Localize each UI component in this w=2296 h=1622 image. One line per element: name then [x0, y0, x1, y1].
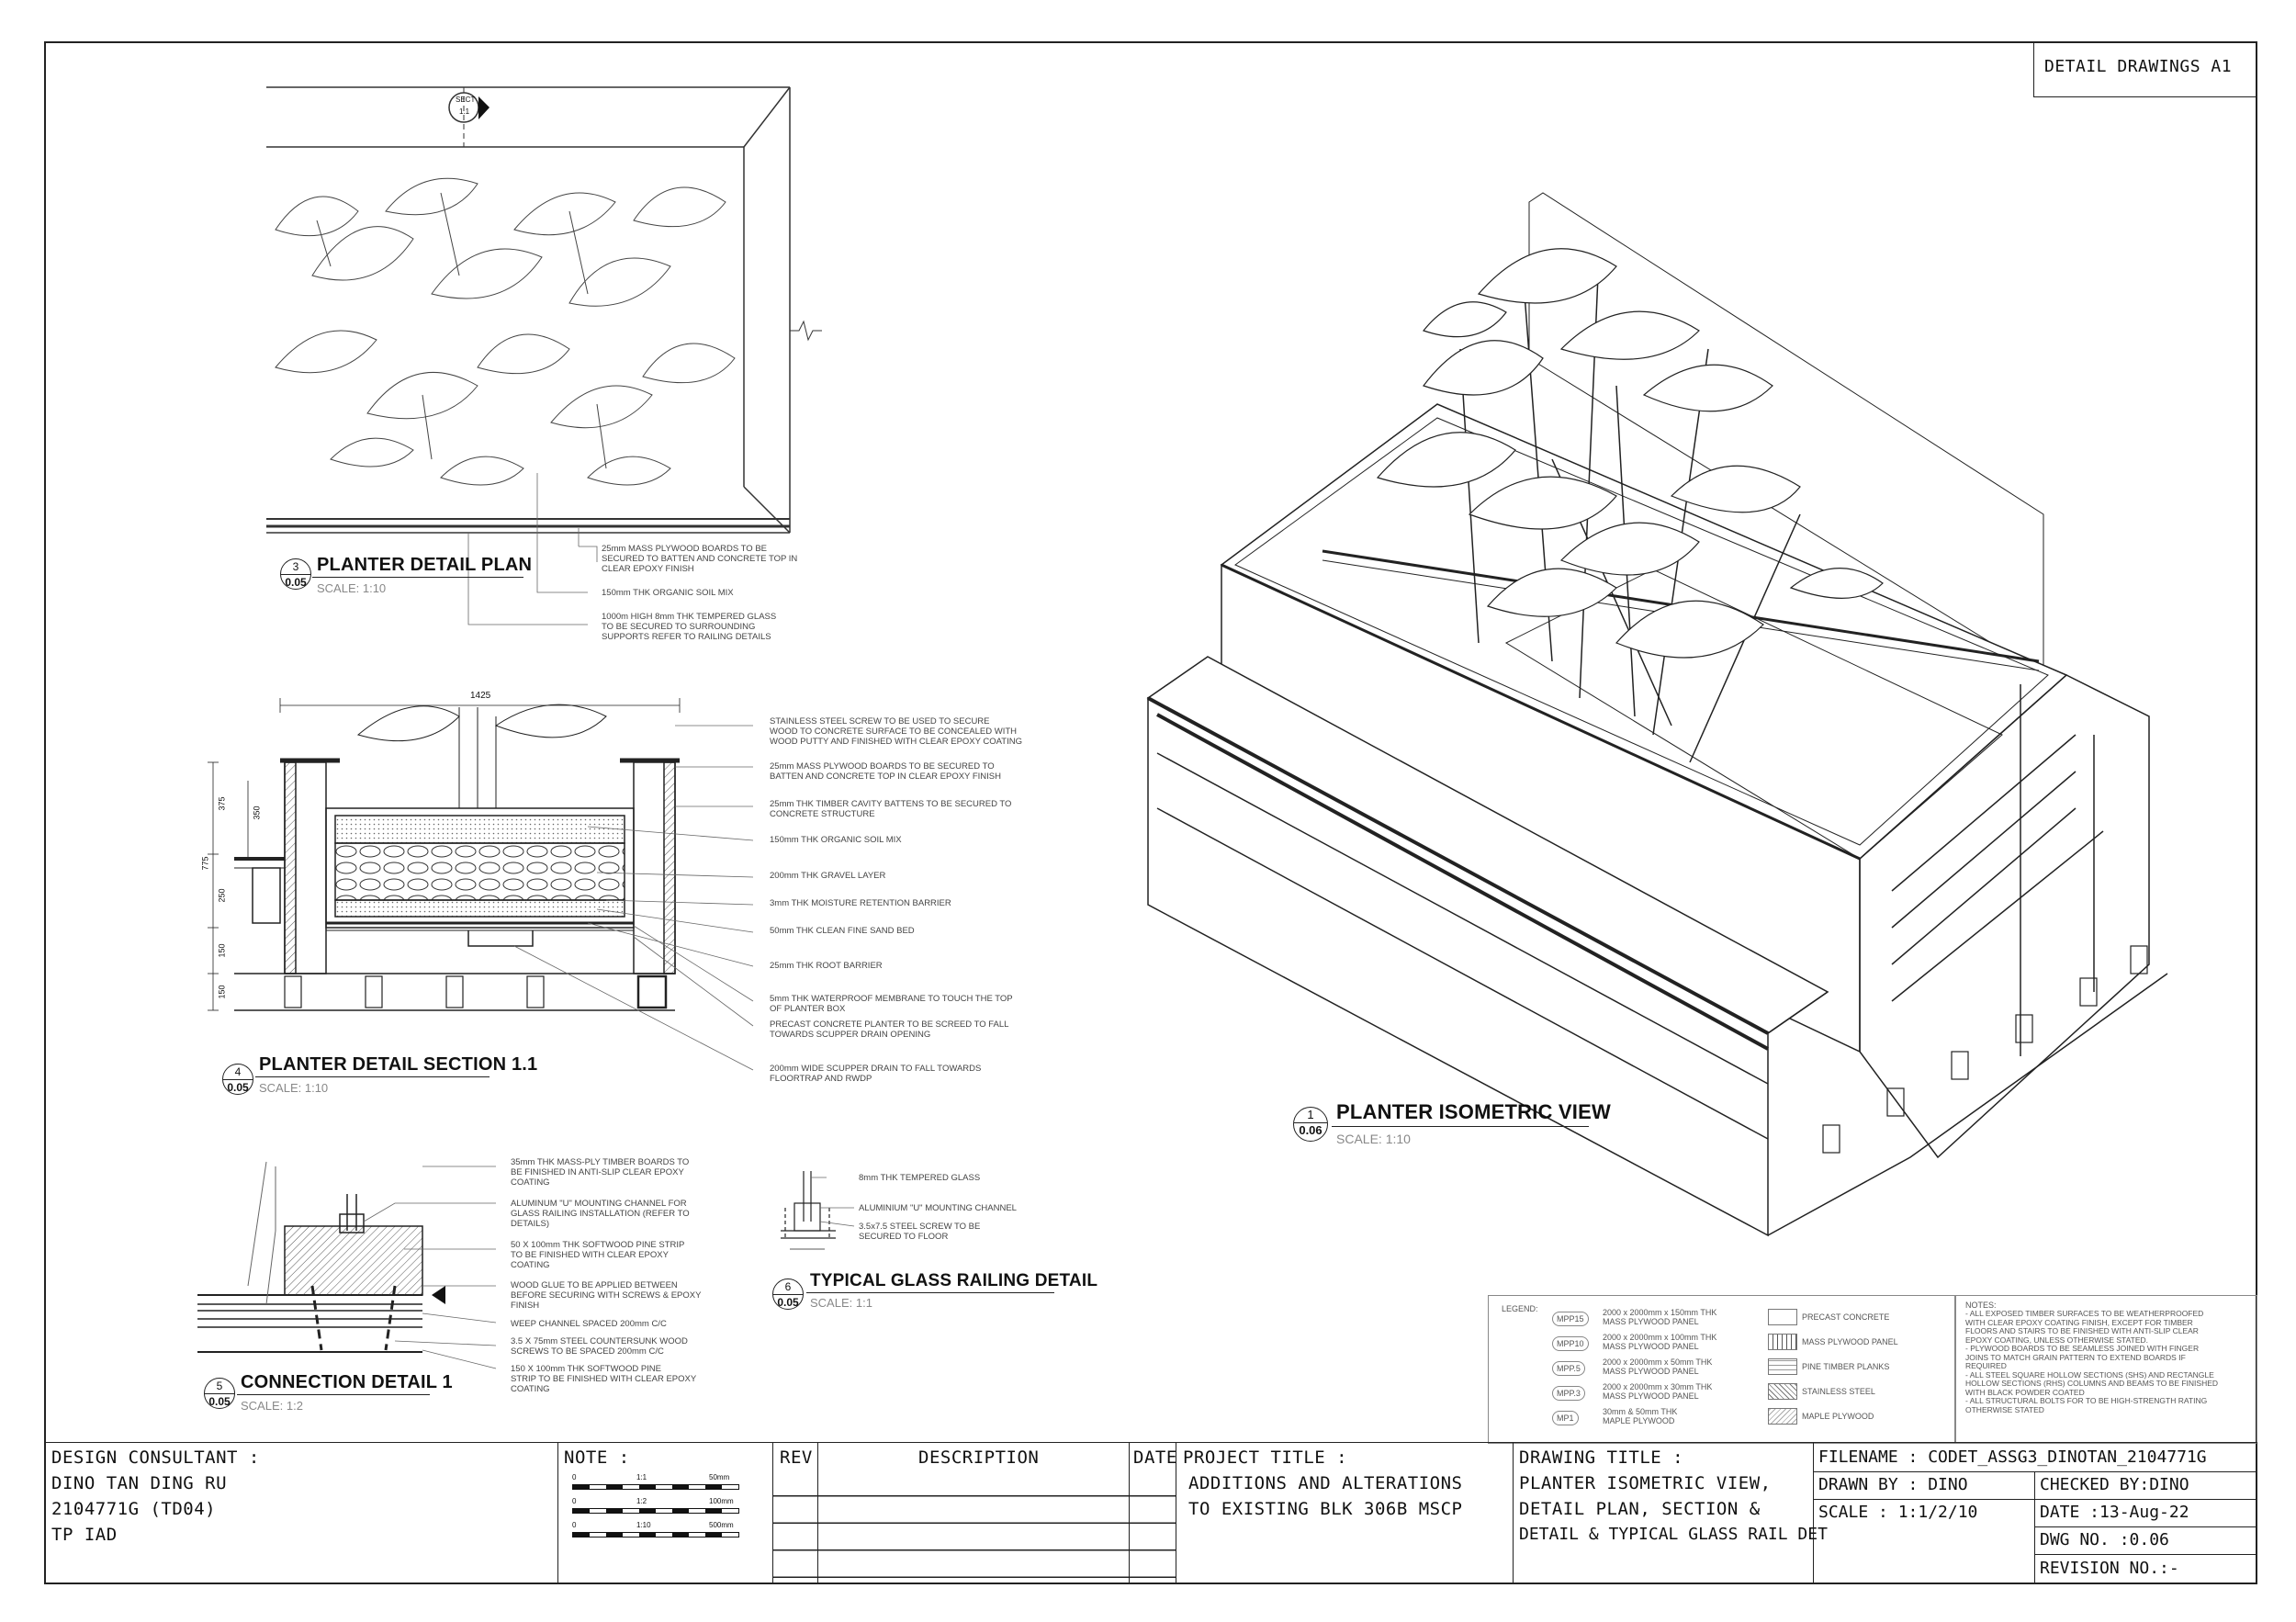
plan-title-underline — [312, 577, 523, 578]
connection-note-6: 3.5 X 75mm STEEL COUNTERSUNK WOOD SCREWS TO BE SPACED 200mm C/C — [511, 1336, 688, 1357]
isometric-drawing — [1148, 193, 2167, 1235]
connection-scale: SCALE: 1:2 — [241, 1399, 303, 1413]
section-dim-top: 1425 — [470, 691, 491, 701]
tb-consultant-line-3: TP IAD — [51, 1525, 118, 1545]
legend-heading: LEGEND: — [1502, 1304, 1538, 1313]
tb-project-line-2: TO EXISTING BLK 306B MSCP — [1188, 1499, 1463, 1519]
legend-text-3: 2000 x 2000mm x 50mm THK MASS PLYWOOD PANEL — [1603, 1357, 1713, 1376]
tb-consultant-line-2: 2104771G (TD04) — [51, 1499, 217, 1519]
section-note-11: 200mm WIDE SCUPPER DRAIN TO FALL TOWARDS FLOORTRAP AND RWDP — [770, 1064, 982, 1084]
railing-scale: SCALE: 1:1 — [810, 1296, 872, 1310]
iso-title: PLANTER ISOMETRIC VIEW — [1336, 1100, 1611, 1123]
section-note-10: PRECAST CONCRETE PLANTER TO BE SCREED TO FALL TOWARDS SCUPPER DRAIN OPENING — [770, 1019, 1009, 1040]
section-note-3: 25mm THK TIMBER CAVITY BATTENS TO BE SECURED TO CONCRETE STRUCTURE — [770, 799, 1012, 819]
railing-note-1: 8mm THK TEMPERED GLASS — [859, 1173, 981, 1183]
connection-note-2: ALUMINUM "U" MOUNTING CHANNEL FOR GLASS RAILING INSTALLATION (REFER TO DETAILS) — [511, 1199, 690, 1229]
scale-bar-2-start: 0 — [572, 1497, 577, 1505]
section-ref-bubble: 4 0.05 — [222, 1064, 253, 1095]
section-note-8: 25mm THK ROOT BARRIER — [770, 961, 883, 971]
tb-revision: REVISION NO.:- — [2040, 1559, 2179, 1578]
iso-title-underline — [1332, 1126, 1589, 1127]
tb-date-label: DATE — [1133, 1447, 1177, 1468]
tb-consultant-label: DESIGN CONSULTANT : — [51, 1447, 260, 1468]
scale-bar-1-end: 50mm — [709, 1473, 730, 1481]
section-title: PLANTER DETAIL SECTION 1.1 — [259, 1054, 538, 1075]
legend-code-2: MPP10 — [1552, 1336, 1589, 1351]
section-note-2: 25mm MASS PLYWOOD BOARDS TO BE SECURED TO BATTEN AND CONCRETE TOP IN CLEAR EPOXY FINISH — [770, 761, 1001, 782]
section-note-4: 150mm THK ORGANIC SOIL MIX — [770, 835, 902, 845]
tb-scale: SCALE : 1:1/2/10 — [1818, 1503, 1978, 1522]
railing-ref-bubble: 6 0.05 — [772, 1278, 804, 1310]
scale-bar-3-end: 500mm — [709, 1521, 734, 1529]
tb-consultant-line-1: DINO TAN DING RU — [51, 1473, 228, 1493]
tb-filename: FILENAME : CODET_ASSG3_DINOTAN_2104771G — [1818, 1447, 2207, 1467]
railing-note-2: ALUMINIUM "U" MOUNTING CHANNEL — [859, 1203, 1017, 1213]
plan-section-marker-top: SECT — [456, 96, 476, 104]
tb-project-line-1: ADDITIONS AND ALTERATIONS — [1188, 1473, 1463, 1493]
tb-drawn-by: DRAWN BY : DINO — [1818, 1475, 1968, 1494]
legend-swatch-pine — [1768, 1358, 1797, 1375]
sheet-label: DETAIL DRAWINGS A1 — [2044, 57, 2233, 76]
section-scale: SCALE: 1:10 — [259, 1081, 329, 1095]
connection-title-underline — [237, 1394, 430, 1395]
section-dim-left-6: 150 — [217, 985, 227, 999]
tb-drawing-line-3: DETAIL & TYPICAL GLASS RAIL DET — [1519, 1525, 1828, 1544]
connection-note-5: WEEP CHANNEL SPACED 200mm C/C — [511, 1319, 667, 1329]
tb-checked-by: CHECKED BY:DINO — [2040, 1475, 2189, 1494]
plan-section-marker-bot: 1.1 — [459, 107, 470, 116]
legend-swatch-maple — [1768, 1408, 1797, 1425]
legend-material-5: MAPLE PLYWOOD — [1802, 1412, 1874, 1421]
plan-scale: SCALE: 1:10 — [317, 581, 387, 595]
section-dim-left-1: 375 — [217, 796, 227, 811]
tb-desc-label: DESCRIPTION — [918, 1447, 1040, 1468]
section-dim-left-5: 150 — [217, 943, 227, 958]
scale-bar-1-start: 0 — [572, 1473, 577, 1481]
legend-material-4: STAINLESS STEEL — [1802, 1387, 1875, 1396]
connection-title: CONNECTION DETAIL 1 — [241, 1372, 453, 1392]
scale-bar-2 — [572, 1508, 739, 1514]
plan-ref-bubble: 3 0.05 — [280, 558, 311, 590]
railing-title-underline — [806, 1292, 1054, 1293]
scale-bar-1-mid: 1:1 — [636, 1473, 647, 1481]
tb-rev-rows — [772, 1470, 1176, 1584]
legend-material-3: PINE TIMBER PLANKS — [1802, 1362, 1890, 1371]
section-note-9: 5mm THK WATERPROOF MEMBRANE TO TOUCH THE TOP OF PLANTER BOX — [770, 994, 1013, 1014]
notes-heading: NOTES: — [1965, 1301, 1997, 1310]
legend-material-1: PRECAST CONCRETE — [1802, 1312, 1890, 1322]
tb-note-label: NOTE : — [564, 1447, 630, 1468]
legend-code-4: MPP.3 — [1552, 1386, 1585, 1401]
connection-note-4: WOOD GLUE TO BE APPLIED BETWEEN BEFORE SECURING WITH SCREWS & EPOXY FINISH — [511, 1280, 702, 1311]
section-dim-left-3: 775 — [200, 856, 210, 871]
scale-bar-3 — [572, 1532, 739, 1538]
section-drawing — [208, 698, 753, 1070]
legend-code-3: MPP.5 — [1552, 1361, 1585, 1376]
tb-project-label: PROJECT TITLE : — [1183, 1447, 1348, 1468]
section-title-underline — [255, 1076, 490, 1077]
legend-material-2: MASS PLYWOOD PANEL — [1802, 1337, 1898, 1346]
section-note-1: STAINLESS STEEL SCREW TO BE USED TO SECURE WOOD TO CONCRETE SURFACE TO BE CONCEALED WITH WOOD PUTTY AND FINISHED WITH CLEAR EPOXY COATING — [770, 716, 1023, 747]
legend-swatch-concrete — [1768, 1309, 1797, 1325]
legend-swatch-plywood — [1768, 1334, 1797, 1350]
railing-note-3: 3.5x7.5 STEEL SCREW TO BE SECURED TO FLOOR — [859, 1222, 981, 1242]
plan-note-1: 25mm MASS PLYWOOD BOARDS TO BE SECURED TO BATTEN AND CONCRETE TOP IN CLEAR EPOXY FINISH — [602, 544, 798, 574]
iso-scale: SCALE: 1:10 — [1336, 1132, 1411, 1146]
connection-drawing — [197, 1162, 496, 1369]
scale-bar-3-mid: 1:10 — [636, 1521, 651, 1529]
legend-text-5: 30mm & 50mm THK MAPLE PLYWOOD — [1603, 1407, 1678, 1425]
section-note-6: 3mm THK MOISTURE RETENTION BARRIER — [770, 898, 951, 908]
scale-bar-1 — [572, 1484, 739, 1490]
railing-drawing — [781, 1171, 854, 1249]
railing-title: TYPICAL GLASS RAILING DETAIL — [810, 1271, 1098, 1290]
section-note-7: 50mm THK CLEAN FINE SAND BED — [770, 926, 915, 936]
scale-bar-3-start: 0 — [572, 1521, 577, 1529]
tb-rev-label: REV — [780, 1447, 813, 1468]
iso-ref-bubble: 1 0.06 — [1293, 1107, 1328, 1142]
legend-text-4: 2000 x 2000mm x 30mm THK MASS PLYWOOD PANEL — [1603, 1382, 1713, 1401]
connection-note-7: 150 X 100mm THK SOFTWOOD PINE STRIP TO BE FINISHED WITH CLEAR EPOXY COATING — [511, 1364, 697, 1394]
connection-ref-bubble: 5 0.05 — [204, 1378, 235, 1409]
scale-bar-2-end: 100mm — [709, 1497, 734, 1505]
tb-date: DATE :13-Aug-22 — [2040, 1503, 2189, 1522]
legend-code-5: MP1 — [1552, 1411, 1579, 1425]
legend-text-1: 2000 x 2000mm x 150mm THK MASS PLYWOOD PANEL — [1603, 1308, 1717, 1326]
tb-drawing-line-2: DETAIL PLAN, SECTION & — [1519, 1499, 1761, 1519]
tb-drawing-line-1: PLANTER ISOMETRIC VIEW, — [1519, 1473, 1772, 1493]
section-dim-left-4: 250 — [217, 888, 227, 903]
section-dim-left-2: 350 — [252, 805, 262, 820]
scale-bar-2-mid: 1:2 — [636, 1497, 647, 1505]
notes-body: - ALL EXPOSED TIMBER SURFACES TO BE WEATHERPROOFED WITH CLEAR EPOXY COATING FINISH, EXCEPT FOR TIMBER FLOORS AND STAIRS TO BE FINISHED WITH ANTI-SLIP CLEAR EPOXY COATING, UNLESS OTHERWISE STATED. - PLYWOOD BOARDS TO BE SEAMLESS JOINED WITH FINGER JOINS TO MATCH GRAIN PATTERN TO EXTEND BOARDS IF REQUIRED - ALL STEEL SQUARE HOLLOW SECTIONS (SHS) AND RECTANGLE HOLLOW SECTIONS (RHS) COLUMNS AND BEAMS TO BE FINISHED WITH BLACK POWDER COATED - ALL STRUCTURAL BOLTS FOR TO BE HIGH-STRENGTH RATING OTHERWISE STATED — [1965, 1309, 2219, 1414]
legend-text-2: 2000 x 2000mm x 100mm THK MASS PLYWOOD PANEL — [1603, 1333, 1717, 1351]
plan-note-2: 150mm THK ORGANIC SOIL MIX — [602, 588, 734, 598]
tb-dwg-no: DWG NO. :0.06 — [2040, 1530, 2169, 1549]
connection-note-3: 50 X 100mm THK SOFTWOOD PINE STRIP TO BE FINISHED WITH CLEAR EPOXY COATING — [511, 1240, 685, 1270]
legend-code-1: MPP15 — [1552, 1312, 1589, 1326]
plan-note-3: 1000m HIGH 8mm THK TEMPERED GLASS TO BE SECURED TO SURROUNDING SUPPORTS REFER TO RAILING DETAILS — [602, 612, 777, 642]
connection-note-1: 35mm THK MASS-PLY TIMBER BOARDS TO BE FINISHED IN ANTI-SLIP CLEAR EPOXY COATING — [511, 1157, 690, 1188]
plan-title: PLANTER DETAIL PLAN — [317, 555, 533, 575]
legend-swatch-steel — [1768, 1383, 1797, 1400]
section-note-5: 200mm THK GRAVEL LAYER — [770, 871, 886, 881]
tb-drawing-label: DRAWING TITLE : — [1519, 1447, 1684, 1468]
